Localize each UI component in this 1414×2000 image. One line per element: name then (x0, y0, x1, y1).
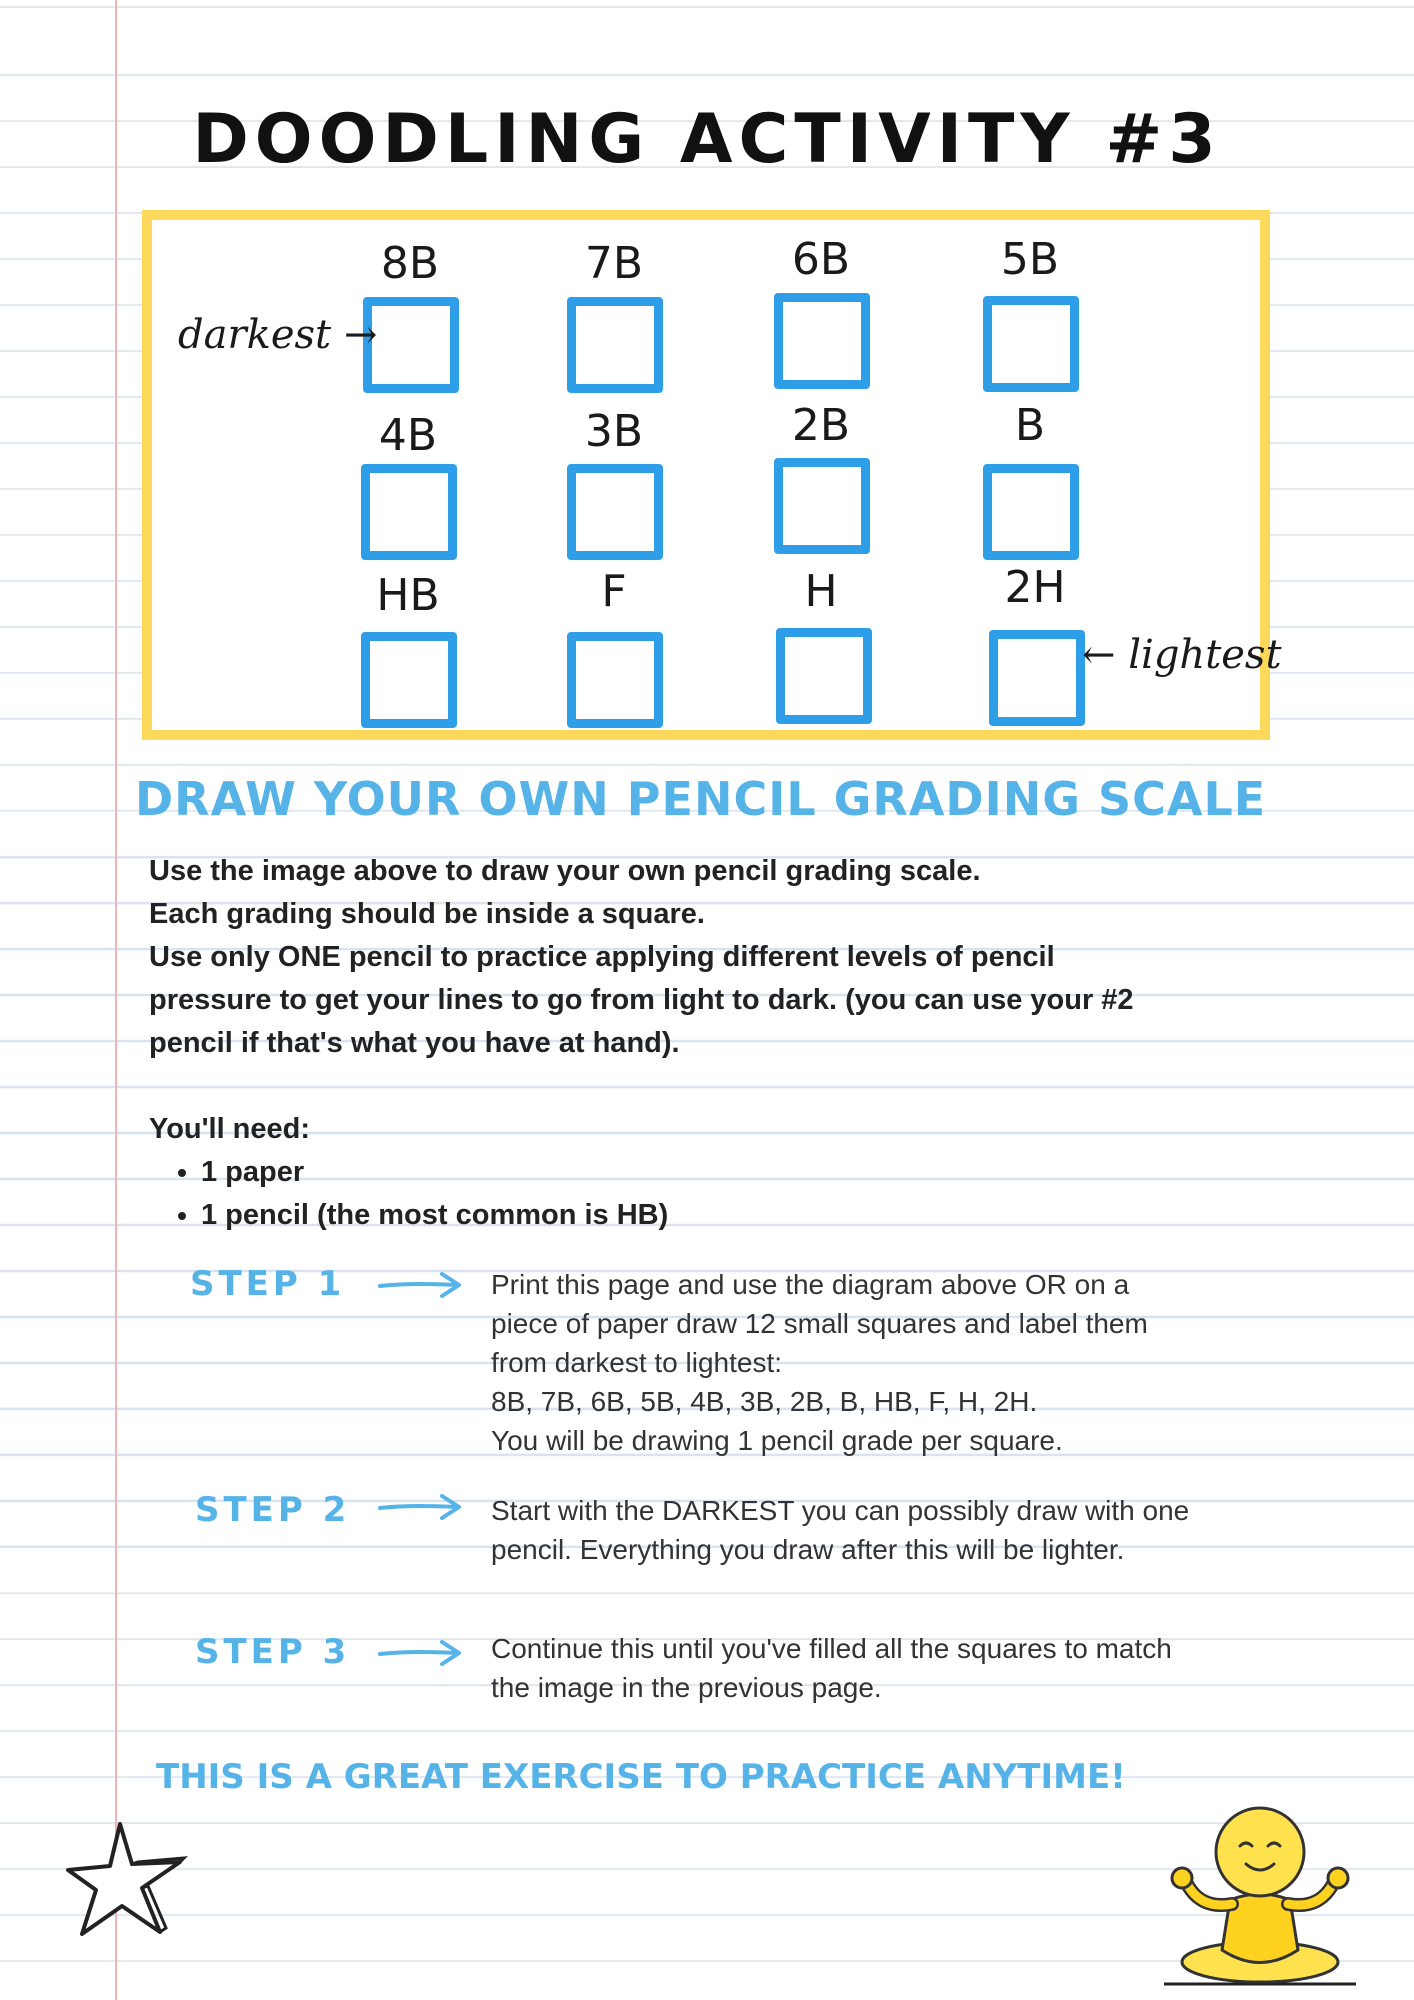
grade-square (776, 628, 872, 724)
materials-title: You'll need: (149, 1113, 311, 1145)
intro-line: Each grading should be inside a square. (149, 898, 705, 930)
right-arrow-icon (378, 1270, 462, 1300)
grade-label: HB (376, 570, 440, 621)
grading-scale-diagram (142, 210, 1282, 740)
step-line: Start with the DARKEST you can possibly draw with one (491, 1495, 1190, 1526)
grade-square (361, 632, 457, 728)
left-arrow-icon: ← (1082, 632, 1116, 678)
grade-label: B (1014, 400, 1046, 451)
step-line: the image in the previous page. (491, 1672, 882, 1703)
grade-square (983, 296, 1079, 392)
lightest-note (1082, 632, 1282, 678)
grade-label: H (804, 566, 838, 617)
step-3-text (491, 1629, 1291, 1707)
notebook-margin-line (115, 0, 117, 2000)
grade-label: 4B (378, 410, 438, 461)
materials-items (149, 1151, 1149, 1237)
step-3-label: STEP 3 (195, 1632, 351, 1672)
grade-square (774, 458, 870, 554)
step-line: pencil. Everything you draw after this will be lighter. (491, 1534, 1125, 1565)
step-2-text (491, 1491, 1291, 1569)
right-arrow-icon (378, 1492, 462, 1522)
grade-label: 2H (1004, 562, 1066, 613)
grade-label: 2B (791, 400, 851, 451)
star-icon (62, 1818, 190, 1942)
intro-paragraph (149, 850, 1349, 1065)
intro-line: Use only ONE pencil to practice applying different levels of pencil (149, 941, 1055, 973)
step-line: Print this page and use the diagram above OR on a (491, 1269, 1130, 1300)
grade-label: 8B (380, 238, 440, 289)
grade-label: 3B (584, 406, 644, 457)
list-item: • 1 pencil (the most common is HB) (201, 1194, 1149, 1237)
footer-callout: THIS IS A GREAT EXERCISE TO PRACTICE ANYTIME! (156, 1757, 1126, 1797)
grade-square (983, 464, 1079, 560)
darkest-label: darkest (178, 312, 332, 358)
grade-label: 7B (584, 238, 644, 289)
grade-square (567, 297, 663, 393)
grade-label: 6B (791, 234, 851, 285)
grade-square (567, 632, 663, 728)
intro-line: pencil if that's what you have at hand). (149, 1027, 680, 1059)
grade-square (363, 297, 459, 393)
step-2-label: STEP 2 (195, 1490, 351, 1530)
step-line: Continue this until you've filled all the squares to match (491, 1633, 1172, 1664)
materials-list (149, 1108, 1149, 1237)
step-line: from darkest to lightest: (491, 1347, 783, 1378)
step-line: piece of paper draw 12 small squares and label them (491, 1308, 1148, 1339)
meditating-figure-icon (1160, 1800, 1360, 1990)
list-item: • 1 paper (201, 1151, 1149, 1194)
right-arrow-icon: → (343, 312, 378, 358)
page-title: DOODLING ACTIVITY #3 (192, 100, 1222, 179)
grade-square (774, 293, 870, 389)
intro-line: Use the image above to draw your own pencil grading scale. (149, 855, 981, 887)
intro-line: pressure to get your lines to go from light to dark. (you can use your #2 (149, 984, 1134, 1016)
step-1-label: STEP 1 (190, 1264, 346, 1304)
grade-square (567, 464, 663, 560)
section-heading: DRAW YOUR OWN PENCIL GRADING SCALE (135, 772, 1267, 826)
right-arrow-icon (378, 1638, 462, 1668)
grade-label: F (601, 566, 627, 617)
darkest-note (178, 312, 377, 358)
grade-square (361, 464, 457, 560)
grade-label: 5B (1000, 234, 1060, 285)
step-line: 8B, 7B, 6B, 5B, 4B, 3B, 2B, B, HB, F, H, 2H. (491, 1386, 1038, 1417)
step-line: You will be drawing 1 pencil grade per square. (491, 1425, 1063, 1456)
grade-square (989, 630, 1085, 726)
step-1-text (491, 1265, 1291, 1460)
lightest-label: lightest (1128, 632, 1282, 678)
